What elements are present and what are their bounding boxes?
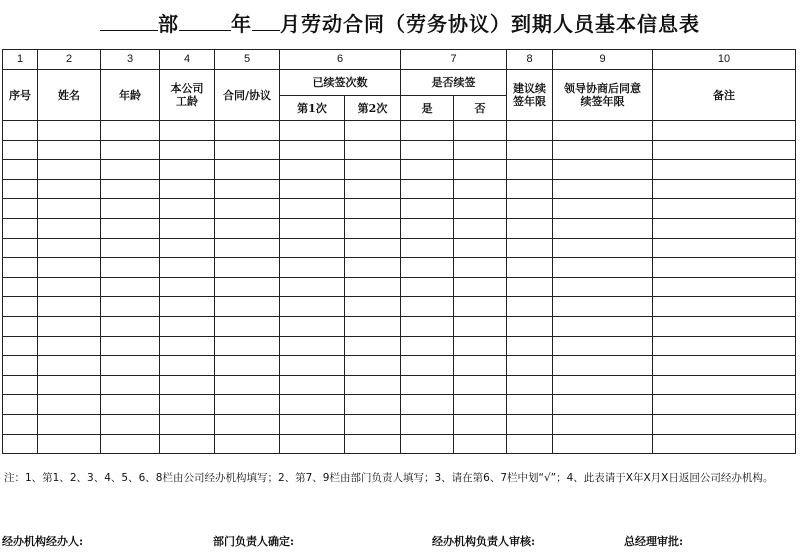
table-row bbox=[3, 356, 796, 376]
col-num: 7 bbox=[401, 50, 507, 70]
table-cell[interactable] bbox=[454, 434, 507, 454]
table-cell[interactable] bbox=[454, 336, 507, 356]
table-cell[interactable] bbox=[553, 238, 653, 258]
table-cell[interactable] bbox=[38, 395, 101, 415]
table-cell[interactable] bbox=[401, 434, 454, 454]
table-row bbox=[3, 336, 796, 356]
table-cell[interactable] bbox=[38, 238, 101, 258]
col-num: 8 bbox=[507, 50, 553, 70]
table-cell[interactable] bbox=[345, 160, 401, 180]
table-cell[interactable] bbox=[101, 238, 160, 258]
table-cell[interactable] bbox=[3, 238, 38, 258]
signature-gm: 总经理审批: bbox=[624, 535, 684, 548]
table-cell[interactable] bbox=[38, 316, 101, 336]
table-cell[interactable] bbox=[38, 375, 101, 395]
table-cell[interactable] bbox=[280, 199, 345, 219]
table-cell[interactable] bbox=[38, 140, 101, 160]
table-cell[interactable] bbox=[507, 160, 553, 180]
signature-agency-head: 经办机构负责人审核: bbox=[432, 535, 536, 548]
table-cell[interactable] bbox=[101, 121, 160, 141]
table-cell[interactable] bbox=[507, 356, 553, 376]
table-cell[interactable] bbox=[401, 179, 454, 199]
signature-dept-head: 部门负责人确定: bbox=[213, 535, 295, 548]
table-cell[interactable] bbox=[215, 414, 280, 434]
table-cell[interactable] bbox=[160, 277, 215, 297]
table-cell[interactable] bbox=[160, 434, 215, 454]
table-cell[interactable] bbox=[160, 316, 215, 336]
table-cell[interactable] bbox=[280, 434, 345, 454]
table-cell[interactable] bbox=[653, 395, 796, 415]
signature-handler: 经办机构经办人: bbox=[2, 535, 84, 548]
table-cell[interactable] bbox=[653, 199, 796, 219]
table-cell[interactable] bbox=[160, 336, 215, 356]
table-cell[interactable] bbox=[160, 356, 215, 376]
table-cell[interactable] bbox=[401, 316, 454, 336]
table-cell[interactable] bbox=[3, 258, 38, 278]
header-leader-years bbox=[553, 70, 653, 121]
table-cell[interactable] bbox=[454, 160, 507, 180]
table-cell[interactable] bbox=[3, 297, 38, 317]
header-age: 年龄 bbox=[101, 70, 160, 121]
table-cell[interactable] bbox=[401, 140, 454, 160]
table-cell[interactable] bbox=[653, 297, 796, 317]
table-cell[interactable] bbox=[101, 375, 160, 395]
header-name: 姓名 bbox=[38, 70, 101, 121]
table-cell[interactable] bbox=[215, 179, 280, 199]
table-cell[interactable] bbox=[345, 356, 401, 376]
table-cell[interactable] bbox=[401, 238, 454, 258]
table-cell[interactable] bbox=[101, 179, 160, 199]
table-cell[interactable] bbox=[160, 375, 215, 395]
table-cell[interactable] bbox=[507, 414, 553, 434]
title-part-department: 部 bbox=[158, 12, 179, 36]
table-cell[interactable] bbox=[101, 218, 160, 238]
header-seniority bbox=[160, 70, 215, 121]
table-cell[interactable] bbox=[3, 218, 38, 238]
table-cell[interactable] bbox=[101, 316, 160, 336]
header-first: 第1次 bbox=[280, 96, 345, 121]
table-cell[interactable] bbox=[454, 218, 507, 238]
table-cell[interactable] bbox=[454, 179, 507, 199]
table-cell[interactable] bbox=[454, 375, 507, 395]
table-cell[interactable] bbox=[215, 336, 280, 356]
table-cell[interactable] bbox=[454, 414, 507, 434]
table-cell[interactable] bbox=[653, 160, 796, 180]
table-cell[interactable] bbox=[345, 277, 401, 297]
table-cell[interactable] bbox=[280, 395, 345, 415]
table-cell[interactable] bbox=[3, 277, 38, 297]
table-row bbox=[3, 179, 796, 199]
col-num: 5 bbox=[215, 50, 280, 70]
table-cell[interactable] bbox=[454, 199, 507, 219]
table-cell[interactable] bbox=[215, 160, 280, 180]
table-row bbox=[3, 297, 796, 317]
header-remarks: 备注 bbox=[653, 70, 796, 121]
table-cell[interactable] bbox=[401, 218, 454, 238]
table-cell[interactable] bbox=[553, 336, 653, 356]
table-cell[interactable] bbox=[280, 297, 345, 317]
table-cell[interactable] bbox=[215, 395, 280, 415]
table-cell[interactable] bbox=[3, 179, 38, 199]
table-row bbox=[3, 199, 796, 219]
table-row bbox=[3, 238, 796, 258]
table-cell[interactable] bbox=[345, 140, 401, 160]
table-cell[interactable] bbox=[280, 140, 345, 160]
table-cell[interactable] bbox=[401, 375, 454, 395]
table-row bbox=[3, 414, 796, 434]
table-cell[interactable] bbox=[553, 434, 653, 454]
header-seniority-text: 本公司工龄 bbox=[170, 82, 204, 108]
table-cell[interactable] bbox=[454, 121, 507, 141]
table-cell[interactable] bbox=[345, 414, 401, 434]
table-cell[interactable] bbox=[280, 356, 345, 376]
table-cell[interactable] bbox=[3, 199, 38, 219]
table-cell[interactable] bbox=[38, 258, 101, 278]
table-cell[interactable] bbox=[101, 395, 160, 415]
table-cell[interactable] bbox=[280, 218, 345, 238]
table-cell[interactable] bbox=[401, 395, 454, 415]
table-cell[interactable] bbox=[280, 414, 345, 434]
table-cell[interactable] bbox=[38, 160, 101, 180]
col-num: 9 bbox=[553, 50, 653, 70]
col-num: 4 bbox=[160, 50, 215, 70]
table-cell[interactable] bbox=[454, 140, 507, 160]
header-leader-years-text: 领导协商后同意续签年限 bbox=[564, 82, 641, 108]
table-cell[interactable] bbox=[38, 179, 101, 199]
table-cell[interactable] bbox=[653, 258, 796, 278]
table-cell[interactable] bbox=[38, 356, 101, 376]
table-cell[interactable] bbox=[160, 160, 215, 180]
col-num: 3 bbox=[101, 50, 160, 70]
table-cell[interactable] bbox=[553, 258, 653, 278]
table-cell[interactable] bbox=[160, 121, 215, 141]
table-cell[interactable] bbox=[160, 238, 215, 258]
table-cell[interactable] bbox=[38, 434, 101, 454]
table-cell[interactable] bbox=[553, 199, 653, 219]
table-cell[interactable] bbox=[653, 179, 796, 199]
table-cell[interactable] bbox=[653, 434, 796, 454]
table-cell[interactable] bbox=[401, 199, 454, 219]
table-cell[interactable] bbox=[3, 356, 38, 376]
table-row bbox=[3, 277, 796, 297]
table-cell[interactable] bbox=[553, 297, 653, 317]
table-cell[interactable] bbox=[507, 121, 553, 141]
table-cell[interactable] bbox=[653, 356, 796, 376]
header-contract: 合同/协议 bbox=[215, 70, 280, 121]
header-second: 第2次 bbox=[345, 96, 401, 121]
table-row bbox=[3, 140, 796, 160]
table-cell[interactable] bbox=[345, 336, 401, 356]
table-row bbox=[3, 434, 796, 454]
table-cell[interactable] bbox=[160, 414, 215, 434]
table-cell[interactable] bbox=[38, 336, 101, 356]
header-row-1 bbox=[3, 70, 796, 96]
table-cell[interactable] bbox=[215, 218, 280, 238]
header-renew-or-not: 是否续签 bbox=[401, 70, 507, 96]
header-yes: 是 bbox=[401, 96, 454, 121]
info-table bbox=[2, 49, 796, 454]
table-cell[interactable] bbox=[401, 160, 454, 180]
table-cell[interactable] bbox=[101, 414, 160, 434]
table-cell[interactable] bbox=[553, 140, 653, 160]
table-cell[interactable] bbox=[653, 121, 796, 141]
table-cell[interactable] bbox=[101, 297, 160, 317]
table-cell[interactable] bbox=[401, 258, 454, 278]
table-cell[interactable] bbox=[3, 414, 38, 434]
title-part-year: 年 bbox=[231, 12, 252, 36]
table-cell[interactable] bbox=[345, 316, 401, 336]
table-row bbox=[3, 395, 796, 415]
table-cell[interactable] bbox=[38, 199, 101, 219]
page-title bbox=[0, 8, 800, 37]
table-cell[interactable] bbox=[401, 121, 454, 141]
col-num: 2 bbox=[38, 50, 101, 70]
table-cell[interactable] bbox=[280, 277, 345, 297]
table-cell[interactable] bbox=[401, 356, 454, 376]
table-cell[interactable] bbox=[3, 434, 38, 454]
table-cell[interactable] bbox=[653, 414, 796, 434]
table-cell[interactable] bbox=[653, 238, 796, 258]
table-cell[interactable] bbox=[507, 277, 553, 297]
table-cell[interactable] bbox=[345, 121, 401, 141]
table-cell[interactable] bbox=[3, 160, 38, 180]
table-cell[interactable] bbox=[38, 414, 101, 434]
table-cell[interactable] bbox=[507, 336, 553, 356]
table-cell[interactable] bbox=[507, 434, 553, 454]
table-cell[interactable] bbox=[507, 140, 553, 160]
header-no: 否 bbox=[454, 96, 507, 121]
table-cell[interactable] bbox=[160, 199, 215, 219]
header-suggested-years bbox=[507, 70, 553, 121]
table-cell[interactable] bbox=[160, 218, 215, 238]
table-cell[interactable] bbox=[653, 140, 796, 160]
table-cell[interactable] bbox=[553, 160, 653, 180]
table-cell[interactable] bbox=[653, 277, 796, 297]
table-cell[interactable] bbox=[507, 218, 553, 238]
table-cell[interactable] bbox=[160, 395, 215, 415]
table-cell[interactable] bbox=[215, 258, 280, 278]
table-row bbox=[3, 218, 796, 238]
table-cell[interactable] bbox=[507, 316, 553, 336]
table-cell[interactable] bbox=[215, 356, 280, 376]
table-cell[interactable] bbox=[101, 140, 160, 160]
table-cell[interactable] bbox=[507, 179, 553, 199]
table-cell[interactable] bbox=[3, 121, 38, 141]
table-cell[interactable] bbox=[280, 121, 345, 141]
table-cell[interactable] bbox=[215, 316, 280, 336]
month-blank bbox=[252, 10, 280, 31]
table-cell[interactable] bbox=[553, 179, 653, 199]
table-cell[interactable] bbox=[101, 258, 160, 278]
table-cell[interactable] bbox=[280, 238, 345, 258]
table-cell[interactable] bbox=[101, 336, 160, 356]
table-cell[interactable] bbox=[101, 277, 160, 297]
header-renewed-count: 已续签次数 bbox=[280, 70, 401, 96]
table-cell[interactable] bbox=[280, 375, 345, 395]
table-cell[interactable] bbox=[280, 316, 345, 336]
table-cell[interactable] bbox=[553, 218, 653, 238]
table-cell[interactable] bbox=[454, 238, 507, 258]
table-cell[interactable] bbox=[280, 258, 345, 278]
footnote: 注：1、第1、2、3、4、5、6、8栏由公司经办机构填写；2、第7、9栏由部门负责人填写；3、请在第6、7栏中划“√”；4、此表请于X年X月X日返回公司经办机构。 bbox=[4, 472, 774, 484]
table-cell[interactable] bbox=[101, 160, 160, 180]
table-cell[interactable] bbox=[454, 356, 507, 376]
table-cell[interactable] bbox=[553, 277, 653, 297]
table-cell[interactable] bbox=[38, 277, 101, 297]
table-cell[interactable] bbox=[3, 375, 38, 395]
table-cell[interactable] bbox=[401, 297, 454, 317]
table-row bbox=[3, 316, 796, 336]
table-cell[interactable] bbox=[3, 140, 38, 160]
table-cell[interactable] bbox=[101, 356, 160, 376]
table-cell[interactable] bbox=[653, 336, 796, 356]
table-cell[interactable] bbox=[507, 258, 553, 278]
table-cell[interactable] bbox=[653, 375, 796, 395]
table-cell[interactable] bbox=[553, 121, 653, 141]
table-row bbox=[3, 375, 796, 395]
year-blank bbox=[179, 10, 231, 31]
table-cell[interactable] bbox=[215, 140, 280, 160]
table-cell[interactable] bbox=[38, 297, 101, 317]
table-cell[interactable] bbox=[401, 277, 454, 297]
table-cell[interactable] bbox=[401, 336, 454, 356]
table-cell[interactable] bbox=[38, 121, 101, 141]
column-number-row bbox=[3, 50, 796, 70]
table-cell[interactable] bbox=[280, 179, 345, 199]
header-suggested-years-text: 建议续签年限 bbox=[513, 82, 546, 108]
table-cell[interactable] bbox=[3, 316, 38, 336]
table-cell[interactable] bbox=[215, 199, 280, 219]
table-cell[interactable] bbox=[507, 297, 553, 317]
col-num: 1 bbox=[3, 50, 38, 70]
table-cell[interactable] bbox=[101, 434, 160, 454]
table-cell[interactable] bbox=[454, 316, 507, 336]
table-cell[interactable] bbox=[507, 238, 553, 258]
table-cell[interactable] bbox=[454, 258, 507, 278]
department-blank bbox=[100, 10, 158, 31]
table-cell[interactable] bbox=[3, 336, 38, 356]
title-part-main: 月劳动合同（劳务协议）到期人员基本信息表 bbox=[280, 12, 700, 36]
table-cell[interactable] bbox=[215, 375, 280, 395]
table-cell[interactable] bbox=[345, 395, 401, 415]
table-cell[interactable] bbox=[507, 199, 553, 219]
table-cell[interactable] bbox=[454, 297, 507, 317]
table-cell[interactable] bbox=[345, 218, 401, 238]
table-cell[interactable] bbox=[215, 297, 280, 317]
header-seq: 序号 bbox=[3, 70, 38, 121]
col-num: 6 bbox=[280, 50, 401, 70]
table-cell[interactable] bbox=[160, 258, 215, 278]
table-cell[interactable] bbox=[345, 179, 401, 199]
table-cell[interactable] bbox=[345, 375, 401, 395]
table-cell[interactable] bbox=[3, 395, 38, 415]
table-cell[interactable] bbox=[507, 395, 553, 415]
table-cell[interactable] bbox=[345, 434, 401, 454]
table-cell[interactable] bbox=[160, 297, 215, 317]
table-cell[interactable] bbox=[553, 375, 653, 395]
table-cell[interactable] bbox=[101, 199, 160, 219]
table-cell[interactable] bbox=[653, 316, 796, 336]
table-cell[interactable] bbox=[160, 179, 215, 199]
table-cell[interactable] bbox=[553, 316, 653, 336]
table-cell[interactable] bbox=[215, 434, 280, 454]
table-cell[interactable] bbox=[345, 258, 401, 278]
table-cell[interactable] bbox=[553, 395, 653, 415]
table-cell[interactable] bbox=[215, 277, 280, 297]
table-cell[interactable] bbox=[345, 199, 401, 219]
table-cell[interactable] bbox=[507, 375, 553, 395]
table-cell[interactable] bbox=[280, 336, 345, 356]
table-cell[interactable] bbox=[553, 414, 653, 434]
table-cell[interactable] bbox=[454, 277, 507, 297]
table-cell[interactable] bbox=[345, 297, 401, 317]
table-cell[interactable] bbox=[215, 121, 280, 141]
table-cell[interactable] bbox=[345, 238, 401, 258]
table-cell[interactable] bbox=[280, 160, 345, 180]
table-row bbox=[3, 258, 796, 278]
table-row bbox=[3, 121, 796, 141]
table-cell[interactable] bbox=[454, 395, 507, 415]
table-cell[interactable] bbox=[160, 140, 215, 160]
table-cell[interactable] bbox=[553, 356, 653, 376]
table-cell[interactable] bbox=[653, 218, 796, 238]
table-cell[interactable] bbox=[401, 414, 454, 434]
table-row bbox=[3, 160, 796, 180]
table-cell[interactable] bbox=[215, 238, 280, 258]
col-num: 10 bbox=[653, 50, 796, 70]
table-cell[interactable] bbox=[38, 218, 101, 238]
